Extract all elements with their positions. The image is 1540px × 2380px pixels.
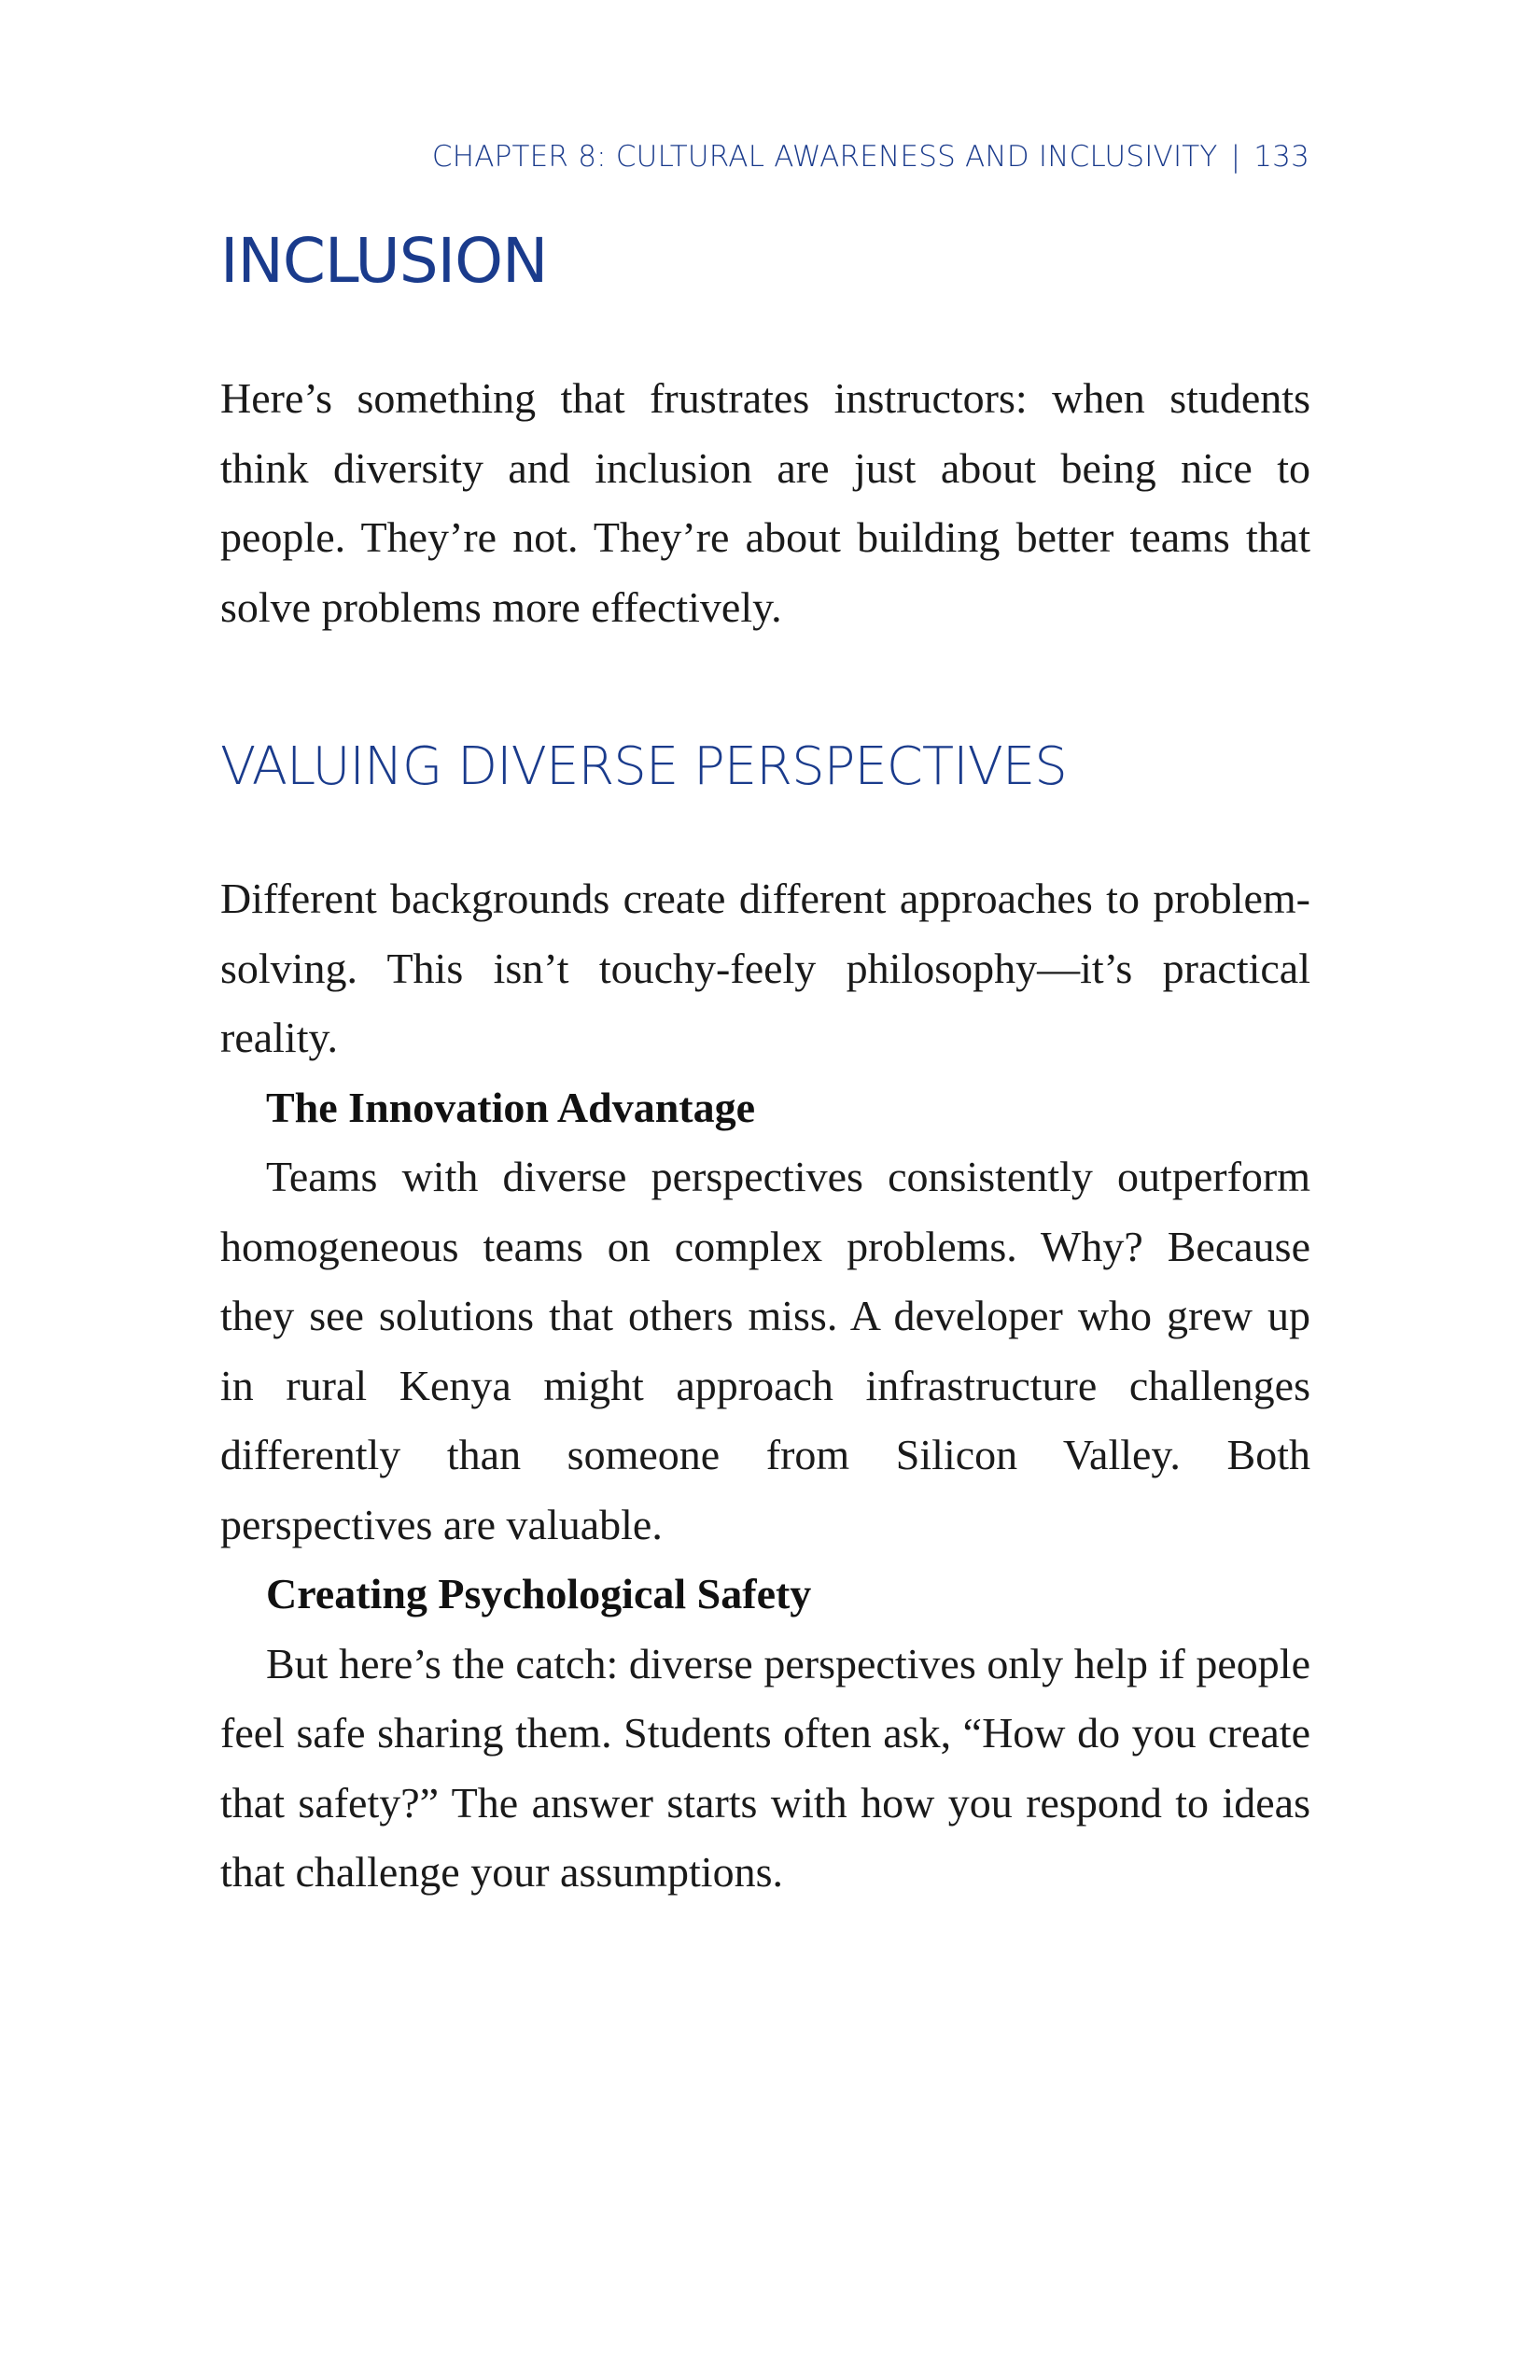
subheading-psychological-safety: Creating Psychological Safety [266,1570,812,1617]
header-separator: | [1230,140,1241,174]
section-heading-inclusion: INCLUSION [220,225,548,297]
running-header [432,140,1309,174]
page-number: 133 [1253,140,1309,174]
chapter-title: CHAPTER 8: CULTURAL AWARENESS AND INCLUSIVITY [431,140,1218,174]
page-content [220,215,1310,1908]
subheading-innovation-advantage: The Innovation Advantage [266,1083,756,1131]
section-heading-valuing-perspectives: VALUING DIVERSE PERSPECTIVES [220,736,1067,797]
psychological-safety-paragraph: But here’s the catch: diverse perspectives only help if people feel safe sharing them. Students often ask, “How do you create that safety?” The answer starts with how you respond to ideas that challenge your assumptions. [220,1639,1310,1896]
innovation-advantage-paragraph: Teams with diverse perspectives consistently outperform homogeneous teams on complex problems. Why? Because they see solutions that others miss. A developer who grew up in rural Kenya might approach infrastructure challenges differently than someone from Silicon Valley. Both perspectives are valuable. [220,1153,1310,1548]
valuing-intro-paragraph: Different backgrounds create different approaches to problem-solving. This isn’t touchy-feely philosophy—it’s practical reality. [220,875,1310,1061]
inclusion-intro-paragraph: Here’s something that frustrates instructors: when students think diversity and inclusion are just about being nice to people. They’re not. They’re about building better teams that solve problems more effectively. [220,374,1310,631]
